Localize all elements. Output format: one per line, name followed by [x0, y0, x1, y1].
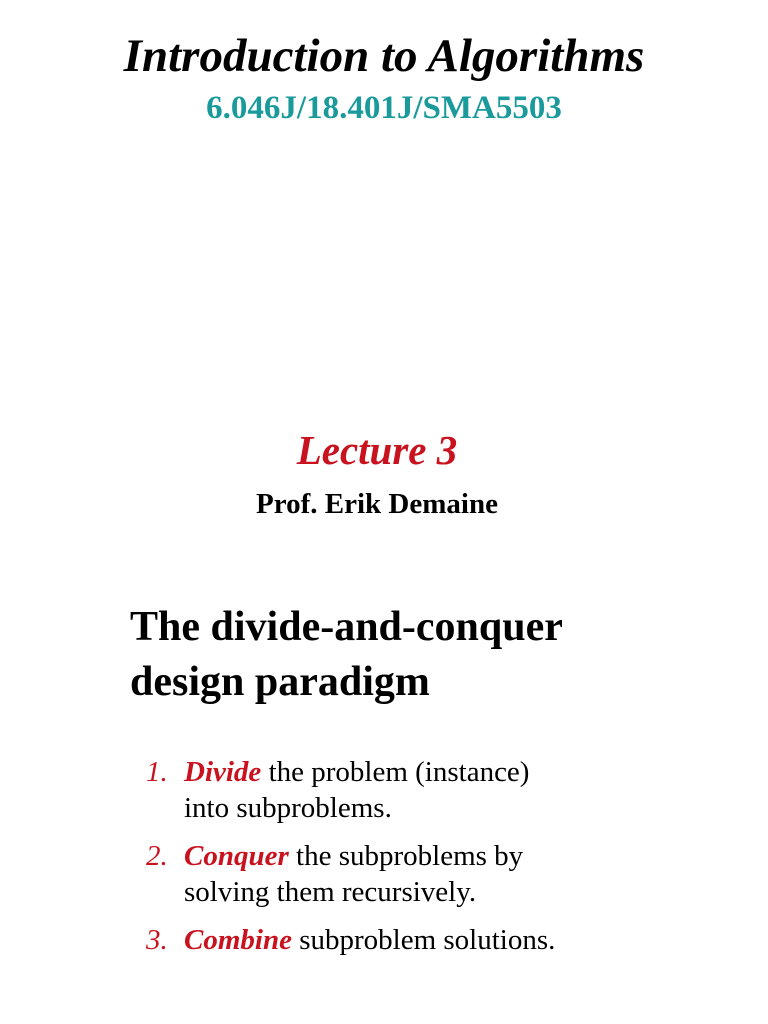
step-conquer: [146, 838, 706, 910]
step-text: subproblem solutions.: [291, 924, 556, 956]
step-number: 3.: [146, 924, 168, 956]
step-keyword: Combine: [184, 924, 292, 956]
step-keyword: Conquer: [184, 840, 289, 872]
step-text-continued: into subproblems.: [184, 792, 392, 824]
step-combine: [146, 922, 706, 958]
steps-list: [146, 754, 706, 970]
step-divide: [146, 754, 706, 826]
section-heading: [130, 600, 730, 710]
step-text: the problem (instance): [261, 756, 530, 788]
course-title: Introduction to Algorithms: [123, 30, 645, 82]
step-text: the subproblems by: [288, 840, 524, 872]
section-heading-line-1: The divide-and-conquer: [130, 604, 563, 650]
step-keyword: Divide: [184, 756, 262, 788]
course-number: 6.046J/18.401J/SMA5503: [206, 90, 562, 126]
step-number: 1.: [146, 756, 168, 788]
step-number: 2.: [146, 840, 168, 872]
professor-name: Prof. Erik Demaine: [256, 488, 498, 520]
step-text-continued: solving them recursively.: [184, 876, 477, 908]
section-heading-line-2: design paradigm: [130, 659, 430, 705]
lecture-title: Lecture 3: [296, 427, 458, 473]
